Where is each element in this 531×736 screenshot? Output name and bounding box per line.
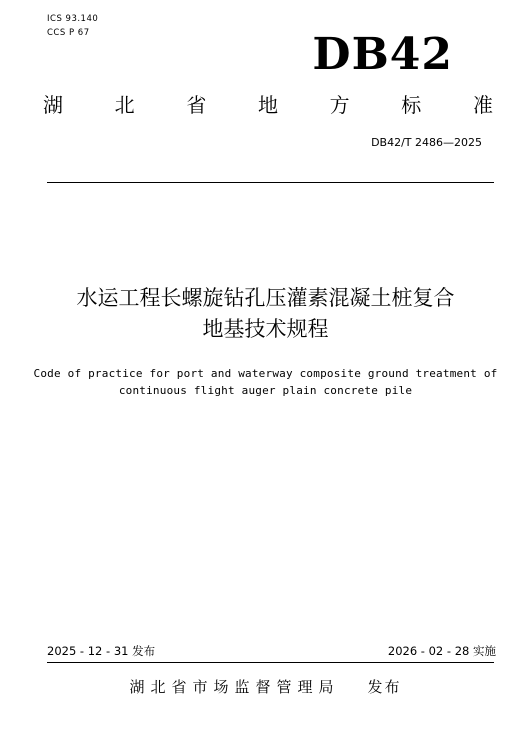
title-en-line1: Code of practice for port and waterway composite ground treatment of xyxy=(33,367,498,380)
local-standard-char: 北 xyxy=(114,93,135,117)
local-standard-char: 省 xyxy=(186,93,207,117)
issuer-action: 发布 xyxy=(367,678,402,696)
header-divider xyxy=(47,182,494,183)
standard-code: DB42 xyxy=(312,29,453,80)
issue-date: 2025 - 12 - 31 发布 xyxy=(47,644,156,658)
title-zh-line1: 水运工程长螺旋钻孔压灌素混凝土桩复合 xyxy=(76,286,455,310)
local-standard-char: 方 xyxy=(329,93,350,117)
local-standard-char: 湖 xyxy=(43,93,63,117)
local-standard-char: 标 xyxy=(401,93,422,117)
title-en-line2: continuous flight auger plain concrete pile xyxy=(118,384,413,397)
title-zh-line2: 地基技术规程 xyxy=(202,317,329,341)
local-standard-char: 准 xyxy=(472,93,493,117)
issuer-line xyxy=(0,676,531,697)
local-standard-heading xyxy=(43,92,493,118)
ccs-code: CCS P 67 xyxy=(47,28,90,38)
local-standard-char: 地 xyxy=(257,93,278,117)
ics-code: ICS 93.140 xyxy=(47,14,99,24)
implement-date: 2026 - 02 - 28 实施 xyxy=(387,644,496,658)
issuer-name: 湖北省市场监督管理局 xyxy=(129,678,340,696)
footer-divider xyxy=(47,662,494,663)
classification-codes xyxy=(47,12,98,40)
standard-number: DB42/T 2486—2025 xyxy=(371,136,482,149)
